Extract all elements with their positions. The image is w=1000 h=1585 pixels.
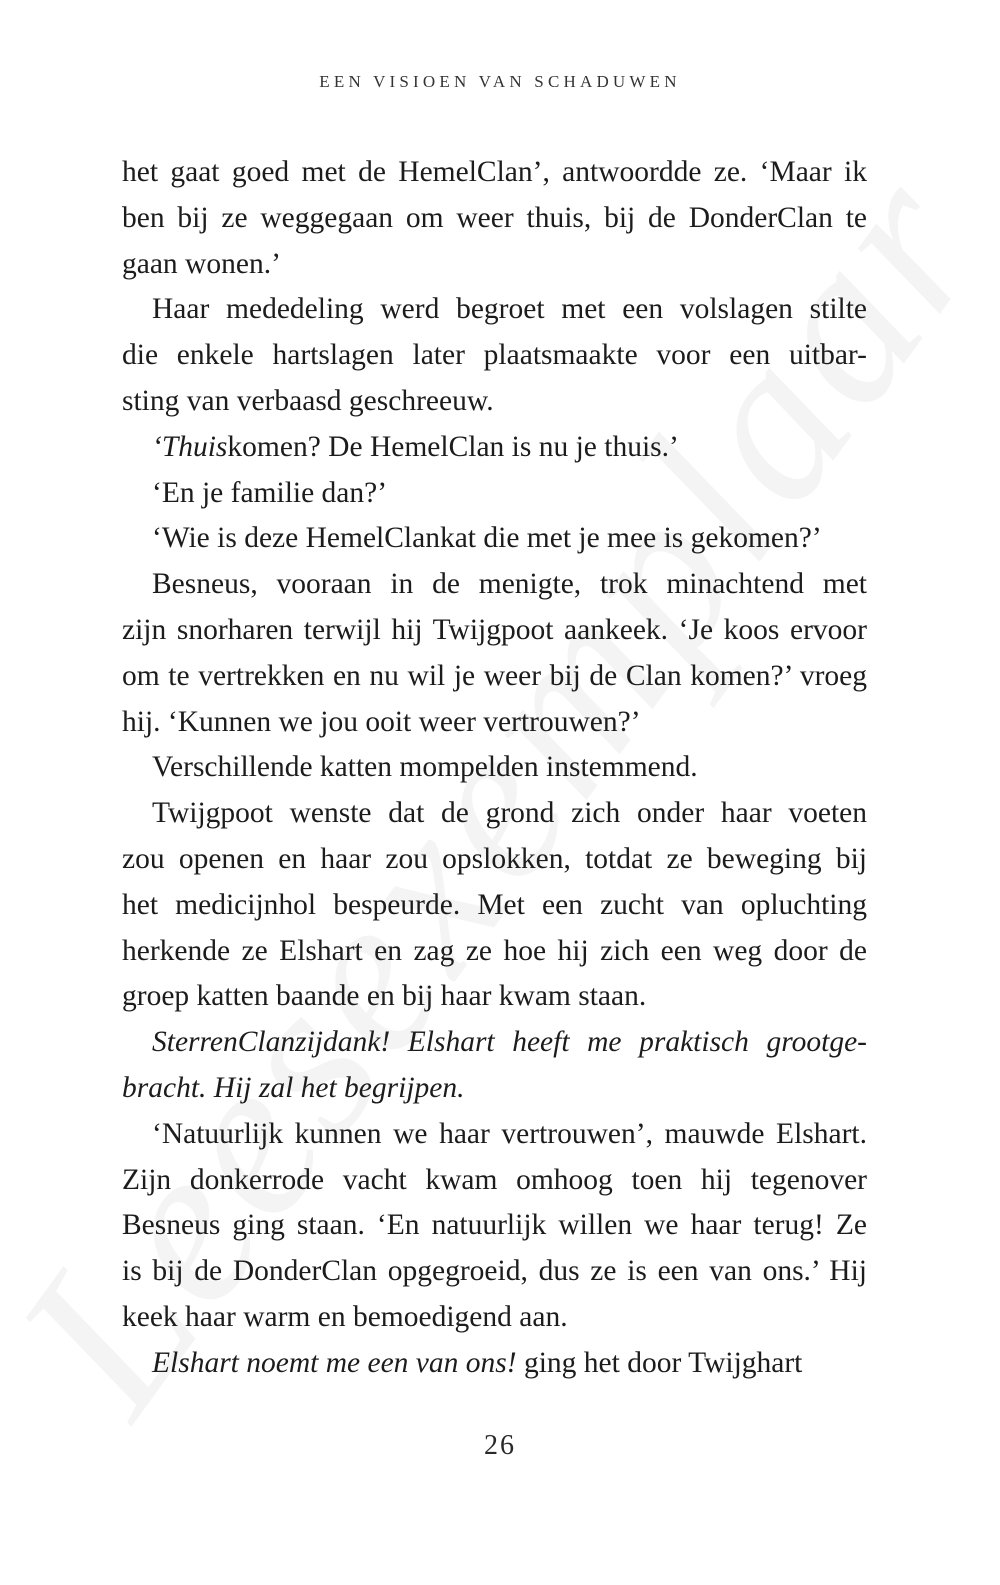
running-header-title: EEN VISIOEN VAN SCHADUWEN <box>319 72 681 91</box>
italic-text-line: SterrenClanzijdank! Elshart heeft me praktisch grootge- <box>152 1026 867 1059</box>
text-fragment: komen? De HemelClan is nu je thuis.’ <box>227 430 679 463</box>
text-line: Haar mededeling werd begroet met een volslagen stilte <box>152 293 867 326</box>
text-line: sting van verbaasd geschreeuw. <box>122 384 494 417</box>
text-line: ‘Natuurlijk kunnen we haar vertrouwen’, mauwde Elshart. <box>152 1117 867 1150</box>
text-line: Besneus ging staan. ‘En natuurlijk willen we haar terug! Ze <box>122 1209 867 1242</box>
text-line <box>122 425 867 471</box>
italic-text-line: bracht. Hij zal het begrijpen. <box>122 1071 465 1104</box>
text-line: groep katten baande en bij haar kwam staan. <box>122 980 647 1013</box>
text-line: Besneus, vooraan in de menigte, trok minachtend met <box>152 568 867 601</box>
text-line: Verschillende katten mompelden instemmend. <box>152 751 698 784</box>
italic-word: ‘Thuis <box>152 430 228 463</box>
text-fragment: ging het door Twijghart <box>516 1346 803 1379</box>
text-line: is bij de DonderClan opgegroeid, dus ze is een van ons.’ Hij <box>122 1255 867 1288</box>
text-line: ‘Wie is deze HemelClankat die met je mee is gekomen?’ <box>152 522 822 555</box>
text-line: het gaat goed met de HemelClan’, antwoordde ze. ‘Maar ik <box>122 156 867 188</box>
text-line: het medicijnhol bespeurde. Met een zucht van opluchting <box>122 888 867 921</box>
text-line: Zijn donkerrode vacht kwam omhoog toen hij tegenover <box>122 1163 867 1196</box>
text-line: die enkele hartslagen later plaatsmaakte voor een uitbar- <box>122 339 867 372</box>
body-text <box>122 150 867 1387</box>
text-line: keek haar warm en bemoedigend aan. <box>122 1300 568 1333</box>
text-line: herkende ze Elshart en zag ze hoe hij zich een weg door de <box>122 934 867 967</box>
text-line: gaan wonen.’ <box>122 247 281 280</box>
text-line: ben bij ze weggegaan om weer thuis, bij de DonderClan te <box>122 201 867 234</box>
text-line: om te vertrekken en nu wil je weer bij de Clan komen?’ vroeg <box>122 659 867 692</box>
text-line: zou openen en haar zou opslokken, totdat ze beweging bij <box>122 842 867 875</box>
italic-thought: Elshart noemt me een van ons! <box>152 1346 517 1379</box>
text-line: zijn snorharen terwijl hij Twijgpoot aankeek. ‘Je koos ervoor <box>122 613 867 646</box>
page-number: 26 <box>484 1430 516 1461</box>
text-line: hij. ‘Kunnen we jou ooit weer vertrouwen?’ <box>122 705 641 738</box>
text-line: ‘En je familie dan?’ <box>152 476 388 509</box>
text-line <box>122 1341 867 1387</box>
text-line: Twijgpoot wenste dat de grond zich onder haar voeten <box>152 797 867 830</box>
